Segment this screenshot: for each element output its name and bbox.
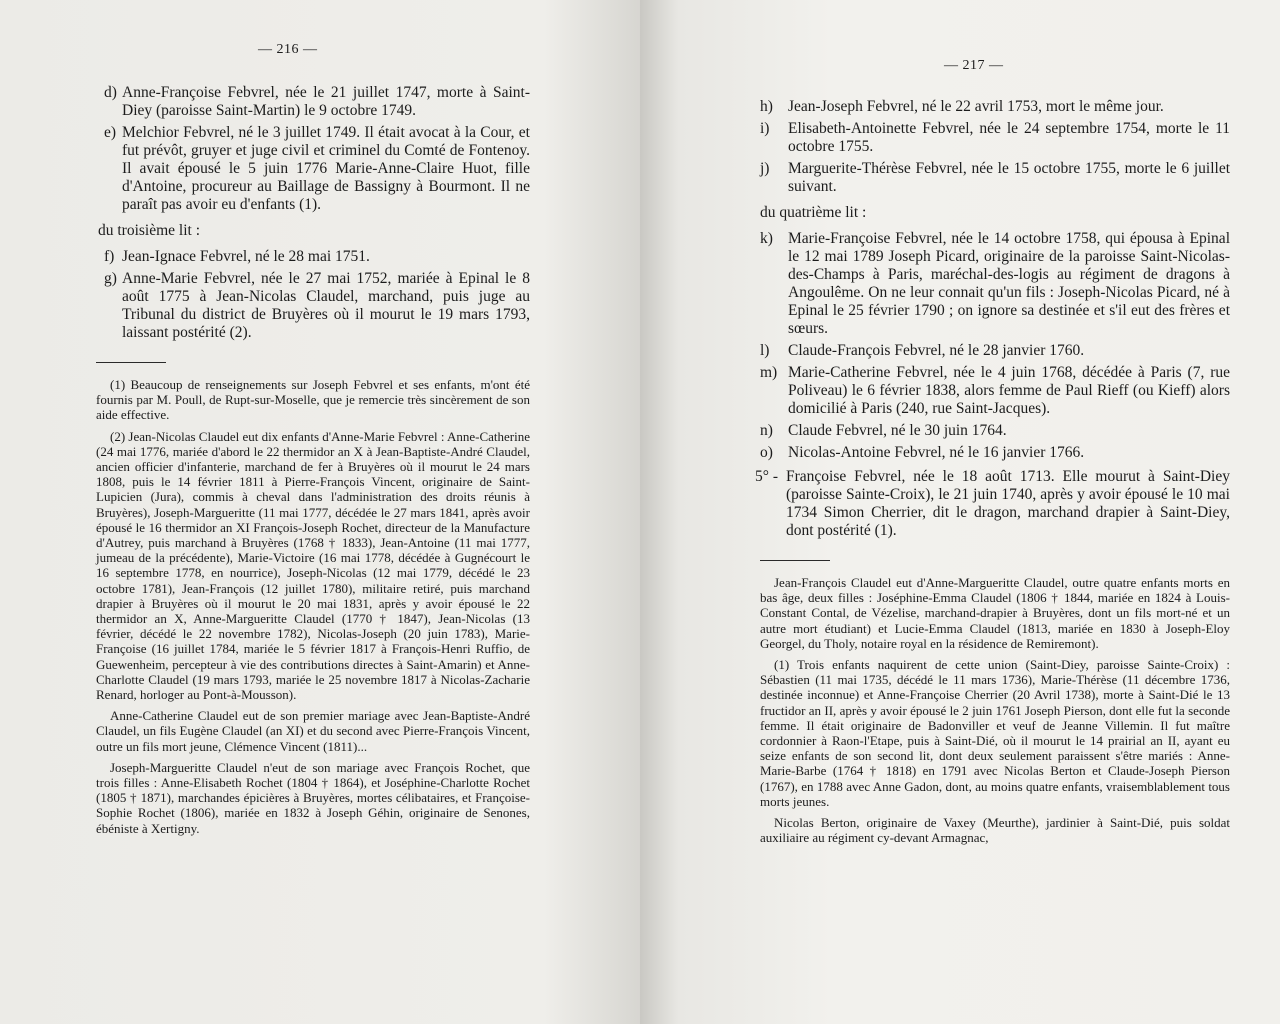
- page-number: — 217 —: [944, 58, 1004, 73]
- entry-text: Françoise Febvrel, née le 18 août 1713. Elle mourut à Saint-Diey (paroisse Sainte-Croix), le 21 juin 1740, après y avoir épousé le 10 mai 1734 Simon Cherrier, dit le dragon, marchand drapier à Saint-Diey, dont postérité (1).: [786, 468, 1230, 539]
- page-number: — 216 —: [258, 42, 318, 57]
- list-item: [96, 84, 530, 120]
- item-text: Marie-Françoise Febvrel, née le 14 octobre 1758, qui épousa à Epinal le 12 mai 1789 Joseph Picard, originaire de la paroisse Saint-Nicolas-des-Champs à Paris, maréchal-des-logis au régiment de dragons à Angoulême. On ne leur connait qu'un fils : Joseph-Nicolas Picard, né à Epinal le 25 février 1790 ; on ignore sa destinée et s'il eut des frères et sœurs.: [788, 230, 1230, 337]
- item-label: d): [104, 84, 117, 101]
- numbered-entry: [640, 468, 1230, 540]
- item-label: f): [104, 248, 115, 265]
- item-text: Anne-Marie Febvrel, née le 27 mai 1752, mariée à Epinal le 8 août 1775 à Jean-Nicolas Claudel, marchand, puis juge au Tribunal du district de Bruyères où il mourut le 19 mars 1793, laissant postérité (2).: [122, 270, 530, 341]
- footnote: Anne-Catherine Claudel eut de son premier mariage avec Jean-Baptiste-André Claudel, un fils Eugène Claudel (an XI) et du second avec Pierre-François Vincent, outre un fils mort jeune, Clémence Vincent (1811)...: [96, 708, 530, 754]
- item-label: n): [760, 422, 773, 439]
- left-text-column: [96, 84, 530, 842]
- list-item: [760, 120, 1230, 156]
- item-text: Nicolas-Antoine Febvrel, né le 16 janvier 1766.: [788, 444, 1085, 461]
- section-subheading: du troisième lit :: [98, 222, 201, 239]
- list-item: [760, 342, 1230, 360]
- item-text: Melchior Febvrel, né le 3 juillet 1749. Il était avocat à la Cour, et fut prévôt, gruyer et juge civil et criminel du Comté de Fontenoy. Il avait épousé le 5 juin 1776 Marie-Anne-Claire Huot, fille d'Antoine, procureur au Baillage de Bassigny à Bourmont. Il ne paraît pas avoir eu d'enfants (1).: [122, 124, 530, 213]
- item-label: i): [760, 120, 770, 137]
- list-item: [760, 160, 1230, 196]
- item-text: Claude Febvrel, né le 30 juin 1764.: [788, 422, 1007, 439]
- item-label: l): [760, 342, 770, 359]
- item-text: Elisabeth-Antoinette Febvrel, née le 24 septembre 1754, morte le 11 octobre 1755.: [788, 120, 1230, 155]
- item-text: Jean-Ignace Febvrel, né le 28 mai 1751.: [122, 248, 370, 265]
- footnote: (2) Jean-Nicolas Claudel eut dix enfants d'Anne-Marie Febvrel : Anne-Catherine (24 mai 1776, mariée d'abord le 22 thermidor an X à Jean-Baptiste-André Claudel, ancien officier d'infanterie, marchand de fer à Bruyères où il mourut le 24 mars 1808, puis le 14 février 1811 à Pierre-François Vincent, originaire de Saint-Lupicien (Jura), commis à cheval dans l'administration des droits réunis à Bruyères), Joseph-Margueritte (11 mai 1777, décédée le 27 mars 1841, après avoir épousé le 16 thermidor an XI François-Joseph Rochet, directeur de la Manufacture d'Autrey, puis marchand à Bruyères (1768 † 1833), Jean-Antoine (11 mai 1777, jumeau de la précédente), Marie-Victoire (16 mai 1778, décédée à Gugnécourt le 16 septembre 1778, en nourrice), Joseph-Nicolas (12 mai 1779, décédé le 23 octobre 1781), Jean-François (12 juillet 1780), militaire retiré, puis marchand drapier à Bruyères où il mourut le 20 mai 1831, après y avoir épousé le 22 thermidor an X, Anne-Margueritte Claudel (1770 † 1847), Jean-Nicolas (13 février, décédé le 22 novembre 1782), Nicolas-Joseph (20 juin 1783), Marie-Françoise (16 juillet 1784, mariée le 5 février 1817 à François-Henri Ruffio, de Guewenheim, percepteur à vie des contributions directes à Saint-Amarin) et Anne-Charlotte Claudel (19 mars 1793, mariée le 25 novembre 1817 à Nicolas-Zacharie Renard, horloger au Pont-à-Mousson).: [96, 428, 531, 703]
- item-label: k): [760, 230, 773, 247]
- footnote: Nicolas Berton, originaire de Vaxey (Meurthe), jardinier à Saint-Dié, puis soldat auxiliaire au régiment cy-devant Armagnac,: [760, 815, 1230, 846]
- item-text: Anne-Françoise Febvrel, née le 21 juillet 1747, morte à Saint-Diey (paroisse Saint-Martin) le 9 octobre 1749.: [122, 84, 530, 119]
- footnote: Jean-François Claudel eut d'Anne-Margueritte Claudel, outre quatre enfants morts en bas âge, deux filles : Joséphine-Emma Claudel (1806 † 1844, mariée en 1824 à Louis-Constant Contal, de Vézelise, marchand-drapier à Bruyères, dont un fils mort-né et un autre mort étudiant) et Lucie-Emma Claudel (1813, mariée en 1830 à Joseph-Eloy Georgel, du Tholy, notaire royal en la résidence de Remiremont).: [760, 575, 1230, 651]
- list-item: [96, 270, 530, 342]
- item-label: o): [760, 444, 773, 461]
- list-item: [760, 98, 1230, 116]
- item-text: Jean-Joseph Febvrel, né le 22 avril 1753, mort le même jour.: [788, 98, 1164, 115]
- item-text: Claude-François Febvrel, né le 28 janvier 1760.: [788, 342, 1085, 359]
- list-item: [760, 422, 1230, 440]
- right-text-column: [755, 98, 1230, 851]
- item-label: j): [760, 160, 770, 177]
- item-label: e): [104, 124, 117, 141]
- item-label: g): [104, 270, 117, 287]
- list-item: [760, 364, 1230, 418]
- list-item: [760, 230, 1230, 338]
- footnote: Joseph-Margueritte Claudel n'eut de son mariage avec François Rochet, que trois filles : Anne-Elisabeth Rochet (1804 † 1864), et Joséphine-Charlotte Rochet (1805 † 1871), marchandes épicières à Bruyères, mortes célibataires, et Françoise-Sophie Rochet (1806), mariée en 1832 à Joseph Géhin, originaire de Senones, ébéniste à Xertigny.: [96, 759, 530, 836]
- item-label: h): [760, 98, 773, 115]
- right-page: [640, 0, 1280, 1024]
- list-item: [96, 248, 530, 266]
- list-item: [760, 444, 1230, 462]
- item-label: m): [760, 364, 778, 381]
- footnote-rule: [96, 362, 166, 363]
- footnote-rule: [760, 560, 830, 561]
- footnote: (1) Trois enfants naquirent de cette union (Saint-Diey, paroisse Sainte-Croix) : Sébastien (11 mai 1735, décédé le 11 mars 1736), Marie-Thérèse (11 décembre 1736, destinée inconnue) et Anne-Françoise Cherrier (20 Avril 1738), morte à Saint-Dié le 13 fructidor an II, après y avoir épousé le 2 juin 1761 Joseph Pierson, dont elle fut la seconde femme. Il était originaire de Badonviller et veuf de Jeanne Villemin. Il fut maître cordonnier à Raon-l'Etape, puis à Saint-Dié, où il mourut le 14 prairial an II, ayant eu seize enfants de son second lit, dont deux seulement paraissent s'être mariés : Anne-Marie-Barbe (1764 † 1818) en 1791 avec Nicolas Berton et Claude-Joseph Pierson (1767), en 1788 avec Anne Gadon, dont, au moins quatre enfants, vraisemblablement tous morts jeunes.: [760, 657, 1230, 809]
- item-text: Marie-Catherine Febvrel, née le 4 juin 1768, décédée à Paris (7, rue Poliveau) le 6 février 1838, alors femme de Paul Rieff (ou Kieff) alors domicilié à Paris (240, rue Saint-Jacques).: [788, 364, 1230, 417]
- entry-number: 5° -: [755, 468, 778, 485]
- footnote: (1) Beaucoup de renseignements sur Joseph Febvrel et ses enfants, m'ont été fournis par M. Poull, de Rupt-sur-Moselle, que je remercie très sincèrement de son aide effective.: [96, 377, 530, 423]
- item-text: Marguerite-Thérèse Febvrel, née le 15 octobre 1755, morte le 6 juillet suivant.: [788, 160, 1230, 195]
- section-subheading: du quatrième lit :: [760, 204, 867, 221]
- list-item: [96, 124, 530, 214]
